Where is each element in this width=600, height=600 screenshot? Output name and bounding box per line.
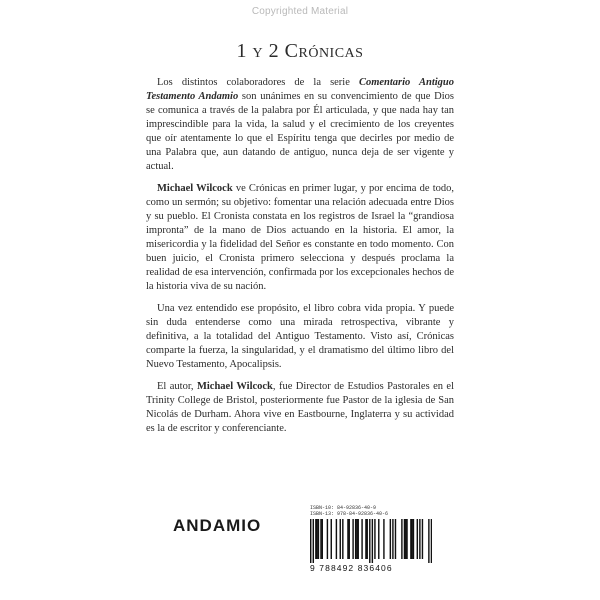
barcode-bar [374, 519, 375, 559]
paragraph-text: son unánimes en su convencimiento de que Dios se comunica a través de la palabra por Él articulada, y que nada hay tan imprescindible para la vida, la salud y el crecimiento de los creyentes que oír atentamente lo que el Espíritu tenga que decirles por medio de una Palabra que, aun datando de antiguo, nunca deja de ser vigente y actual. [146, 91, 454, 172]
barcode-bar [355, 519, 356, 559]
barcode-bar [315, 519, 316, 559]
barcode-bar [378, 519, 379, 559]
paragraph [146, 380, 454, 436]
paragraph [146, 182, 454, 294]
paragraph-text: , fue Director de Estudios Pastorales en el Trinity College de Bristol, posteriormente fue Pastor de la iglesia de San Nicolás de Durham. Ahora vive en Eastbourne, Inglaterra y su actividad es la de escritor y conferenciante. [146, 381, 454, 434]
barcode-bar [419, 519, 420, 559]
isbn-13: ISBN-13: 978-84-92836-40-6 [310, 511, 389, 517]
barcode-bar [390, 519, 391, 559]
book-title: 1 y 2 Crónicas [236, 40, 364, 62]
isbn-10: ISBN-10: 84-92836-40-9 [310, 505, 377, 511]
barcode-bar [431, 519, 432, 563]
barcode-bar [336, 519, 337, 559]
publisher-logo: ANDAMIO [173, 516, 262, 535]
emphasis-text: Michael Wilcock [196, 381, 273, 392]
barcode-bar [349, 519, 350, 559]
barcode-bar [401, 519, 402, 559]
barcode-bar [428, 519, 429, 563]
barcode-bar [318, 519, 319, 559]
barcode-bar [392, 519, 393, 559]
barcode-bar [342, 519, 343, 559]
barcode-bar [358, 519, 359, 559]
barcode-bar [410, 519, 411, 559]
copyright-watermark: Copyrighted Material [251, 6, 349, 17]
barcode-bar [327, 519, 328, 559]
barcode-bar [372, 519, 373, 563]
barcode-bar [313, 519, 314, 563]
paragraph [146, 76, 454, 174]
barcode-bar [367, 519, 368, 559]
barcode [310, 519, 432, 563]
barcode-bar [406, 519, 407, 559]
barcode-bar [422, 519, 423, 559]
barcode-bar [417, 519, 418, 559]
barcode-bar [411, 519, 412, 559]
emphasis-text: Comentario Antiguo Testamento Andamio [146, 77, 455, 102]
paragraph-text: Los distintos colaboradores de la serie [157, 77, 359, 88]
barcode-bar [404, 519, 405, 559]
barcode-bar [395, 519, 396, 559]
paragraph-text: Una vez entendido ese propósito, el libro cobra vida propia. Y puede sin duda entenderse como una mirada retrospectiva, vibrante y definitiva, a la totalidad del Antiguo Testamento. Visto así, Crónicas comparte la fuerza, la singularidad, y el dramatismo del último libro del Nuevo Testamento, Apocalipsis. [146, 303, 454, 370]
barcode-bar [365, 519, 366, 559]
paragraph-text: El autor, [157, 381, 197, 392]
barcode-bar [340, 519, 341, 559]
emphasis-text: Michael Wilcock [157, 183, 233, 194]
barcode-bar [405, 519, 406, 559]
barcode-number: 9 788492 836406 [310, 563, 393, 573]
barcode-bar [310, 519, 311, 563]
barcode-bar [356, 519, 357, 559]
barcode-bar [331, 519, 332, 559]
barcode-bar [347, 519, 348, 559]
paragraph [146, 302, 454, 372]
barcode-bar [361, 519, 362, 559]
barcode-bar [352, 519, 353, 559]
barcode-bar [369, 519, 370, 563]
barcode-bar [413, 519, 414, 559]
barcode-bar [322, 519, 323, 559]
paragraph-text: ve Crónicas en primer lugar, y por encima de todo, como un sermón; su objetivo: fomentar una relación adecuada entre Dios y su pueblo. El Cronista constata en los registros de Israel la “grandiosa impronta” de la mano de Dios actuando en la historia. El amor, la misericordia y la fidelidad del Señor es constante en todo momento. Con buen juicio, el Cronista primero selecciona y después proclama la realidad de esa intervención, confirmada por los excepcionales hechos de la historia viva de su nación. [146, 183, 454, 292]
barcode-bar [383, 519, 384, 559]
isbn-barcode-block [310, 505, 434, 573]
barcode-bar [316, 519, 317, 559]
barcode-bar [320, 519, 321, 559]
back-cover-text [146, 76, 454, 444]
